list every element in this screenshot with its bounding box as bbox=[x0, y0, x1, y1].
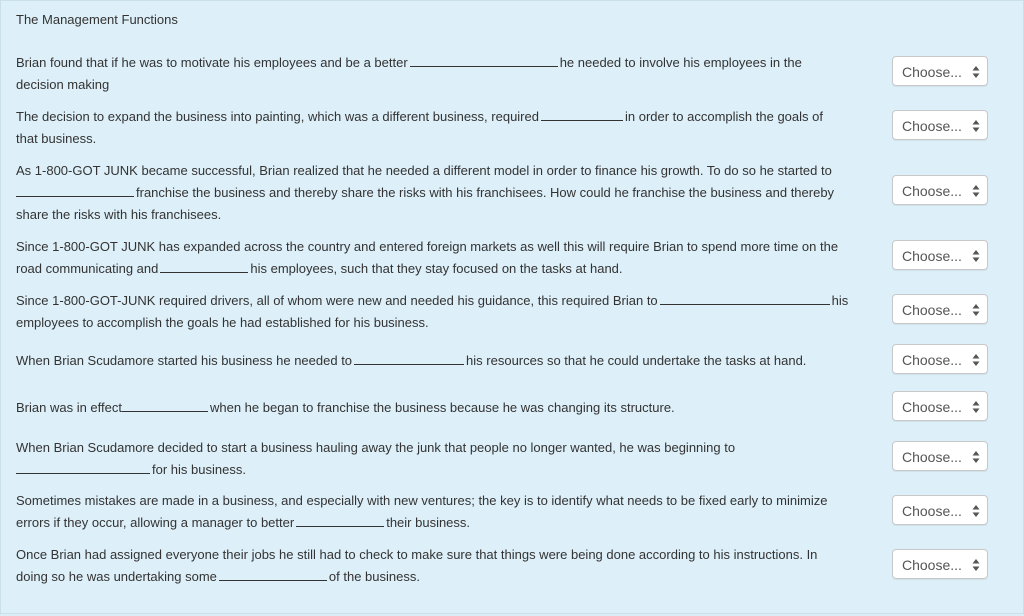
question-10: Once Brian had assigned everyone their jobs he still had to check to make sure that things were being done according to his instructions. In doing so he was undertaking some of the business. bbox=[16, 547, 818, 584]
up-down-arrows-icon bbox=[972, 450, 980, 464]
page-title: The Management Functions bbox=[16, 12, 178, 27]
question-4: Since 1-800-GOT JUNK has expanded across the country and entered foreign markets as well this will require Brian to spend more time on the road communicating and his employees, such that they stay focused on the tasks at hand. bbox=[16, 239, 839, 276]
up-down-arrows-icon bbox=[972, 353, 980, 367]
answer-select-1[interactable]: Choose... bbox=[892, 56, 988, 86]
answer-blank bbox=[660, 291, 830, 305]
up-down-arrows-icon bbox=[972, 504, 980, 518]
answer-select-7[interactable]: Choose... bbox=[892, 391, 988, 421]
question-6: When Brian Scudamore started his business he needed to his resources so that he could undertake the tasks at hand. bbox=[16, 353, 807, 368]
answer-select-8[interactable]: Choose... bbox=[892, 441, 988, 471]
answer-select-3[interactable]: Choose... bbox=[892, 175, 988, 205]
answer-blank bbox=[410, 53, 558, 67]
question-5: Since 1-800-GOT-JUNK required drivers, all of whom were new and needed his guidance, this required Brian to his employees to accomplish the goals he had established for his business. bbox=[16, 293, 849, 330]
answer-blank bbox=[354, 351, 464, 365]
answer-blank bbox=[160, 259, 248, 273]
up-down-arrows-icon bbox=[972, 400, 980, 414]
answer-blank bbox=[219, 567, 327, 581]
question-8: When Brian Scudamore decided to start a business hauling away the junk that people no longer wanted, he was beginning to for his business. bbox=[16, 440, 736, 477]
up-down-arrows-icon bbox=[972, 65, 980, 79]
answer-select-5[interactable]: Choose... bbox=[892, 294, 988, 324]
up-down-arrows-icon bbox=[972, 119, 980, 133]
up-down-arrows-icon bbox=[972, 303, 980, 317]
answer-select-4[interactable]: Choose... bbox=[892, 240, 988, 270]
answer-blank bbox=[16, 460, 150, 474]
up-down-arrows-icon bbox=[972, 184, 980, 198]
question-7: Brian was in effect when he began to franchise the business because he was changing its structure. bbox=[16, 400, 675, 415]
question-3: As 1-800-GOT JUNK became successful, Brian realized that he needed a different model in order to finance his growth. To do so he started to franchise the business and thereby share the risks with his franchisees. How could he franchise the business and thereby share the risks with his franchisees. bbox=[16, 163, 835, 222]
answer-blank bbox=[541, 107, 623, 121]
answer-select-9[interactable]: Choose... bbox=[892, 495, 988, 525]
answer-blank bbox=[296, 513, 384, 527]
answer-select-6[interactable]: Choose... bbox=[892, 344, 988, 374]
up-down-arrows-icon bbox=[972, 249, 980, 263]
question-1: Brian found that if he was to motivate his employees and be a better he needed to involve his employees in the decision making bbox=[16, 55, 802, 92]
question-2: The decision to expand the business into painting, which was a different business, required in order to accomplish the goals of that business. bbox=[16, 109, 823, 146]
answer-select-2[interactable]: Choose... bbox=[892, 110, 988, 140]
up-down-arrows-icon bbox=[972, 558, 980, 572]
answer-select-10[interactable]: Choose... bbox=[892, 549, 988, 579]
answer-blank bbox=[16, 183, 134, 197]
answer-blank bbox=[122, 398, 208, 412]
question-9: Sometimes mistakes are made in a business, and especially with new ventures; the key is to identify what needs to be fixed early to minimize errors if they occur, allowing a manager to better their business. bbox=[16, 493, 828, 530]
